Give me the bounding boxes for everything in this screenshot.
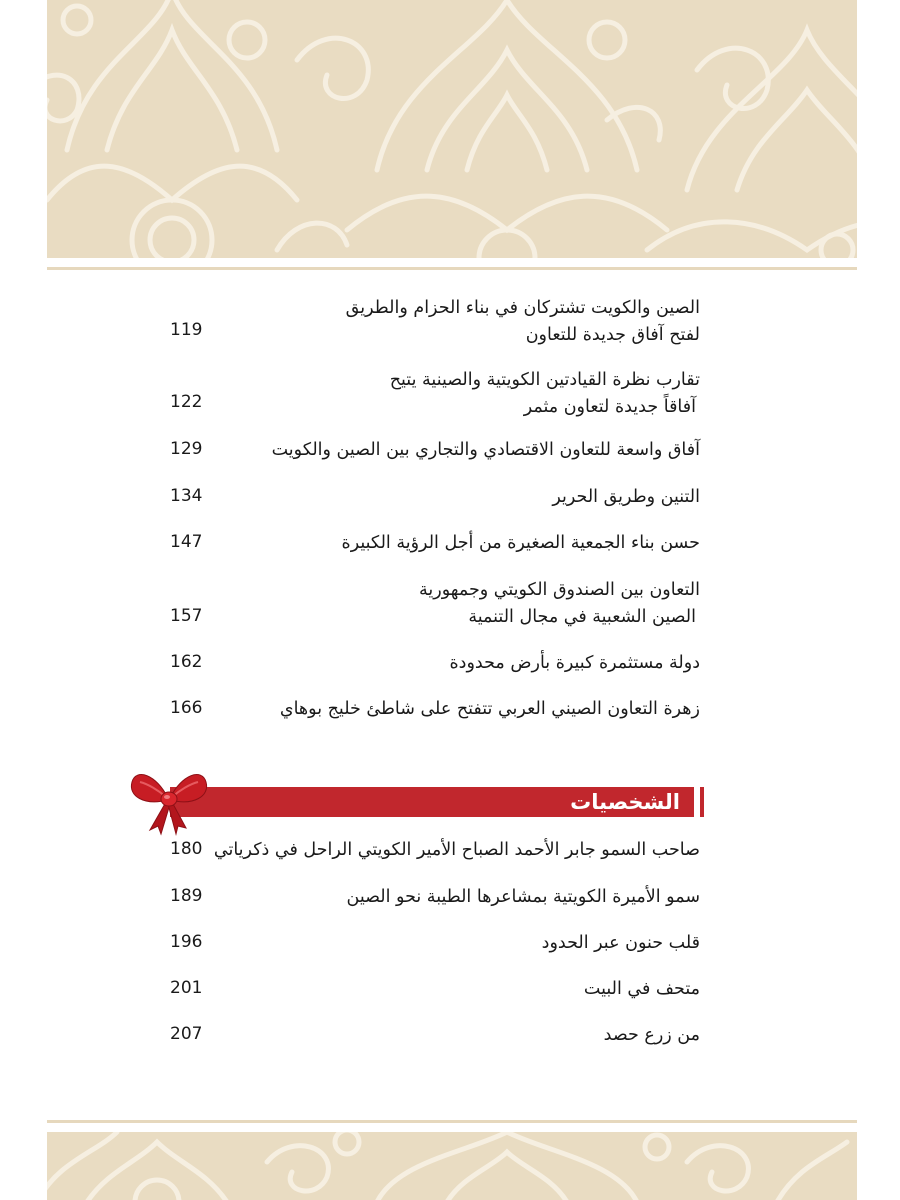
- red-bow-icon: [128, 764, 210, 840]
- floral-pattern-icon: [47, 1132, 857, 1200]
- top-ornament-band: [47, 0, 857, 258]
- section-title: الشخصيات: [570, 790, 680, 814]
- toc-entry-title: التعاون بين الصندوق الكويتي وجمهورية الصين الشعبية في مجال التنمية: [419, 580, 700, 627]
- toc-entry[interactable]: [170, 437, 700, 465]
- toc-entry[interactable]: [170, 837, 700, 865]
- toc-entry-title: حسن بناء الجمعية الصغيرة من أجل الرؤية الكبيرة: [341, 533, 700, 553]
- toc-entry[interactable]: [170, 976, 700, 1004]
- toc-entry[interactable]: [170, 1022, 700, 1050]
- toc-entry-page: 166: [170, 698, 203, 718]
- toc-entry-title: قلب حنون عبر الحدود: [541, 933, 700, 953]
- toc-entry-page: 162: [170, 652, 203, 672]
- toc-entry-page: 122: [170, 392, 203, 412]
- toc-entry-page: 189: [170, 886, 203, 906]
- toc-entry-title: التنين وطريق الحرير: [552, 487, 700, 507]
- toc-entry-title: آفاق واسعة للتعاون الاقتصادي والتجاري بين الصين والكويت: [271, 440, 700, 460]
- toc-entry-title: من زرع حصد: [603, 1025, 700, 1045]
- section-header-mark: [694, 787, 700, 817]
- toc-entry-title: سمو الأميرة الكويتية بمشاعرها الطيبة نحو الصين: [346, 887, 700, 907]
- toc-entry-title: الصين والكويت تشتركان في بناء الحزام والطريق لفتح آفاق جديدة للتعاون: [345, 298, 700, 345]
- toc-entry-title: زهرة التعاون الصيني العربي تتفتح على شاطئ خليج بوهاي: [279, 699, 700, 719]
- toc-entry-page: 180: [170, 839, 203, 859]
- floral-pattern-icon: [47, 0, 857, 258]
- toc-entry-page: 201: [170, 978, 203, 998]
- toc-entry[interactable]: [170, 530, 700, 558]
- toc-entry[interactable]: [170, 367, 700, 425]
- toc-entry-title: صاحب السمو جابر الأحمد الصباح الأمير الكويتي الراحل في ذكرياتي: [213, 840, 700, 860]
- toc-entry-title: متحف في البيت: [583, 979, 700, 999]
- toc-entry-title: دولة مستثمرة كبيرة بأرض محدودة: [449, 653, 700, 673]
- bottom-divider: [47, 1120, 857, 1123]
- toc-entry-page: 134: [170, 486, 203, 506]
- toc-entry[interactable]: [170, 884, 700, 912]
- toc-entry[interactable]: [170, 295, 700, 353]
- top-divider: [47, 267, 857, 270]
- toc-entry[interactable]: [170, 577, 700, 635]
- toc-entry-page: 196: [170, 932, 203, 952]
- toc-entry-page: 129: [170, 439, 203, 459]
- toc-entry[interactable]: [170, 650, 700, 678]
- toc-entry-title: تقارب نظرة القيادتين الكويتية والصينية يتيح آفاقاً جديدة لتعاون مثمر: [389, 370, 700, 417]
- bottom-ornament-band: [47, 1132, 857, 1200]
- toc-entry-page: 119: [170, 320, 203, 340]
- toc-entry-page: 147: [170, 532, 203, 552]
- toc-entry[interactable]: [170, 484, 700, 512]
- toc-entry[interactable]: [170, 696, 700, 724]
- toc-entry[interactable]: [170, 930, 700, 958]
- toc-entry-page: 207: [170, 1024, 203, 1044]
- toc-entry-page: 157: [170, 606, 203, 626]
